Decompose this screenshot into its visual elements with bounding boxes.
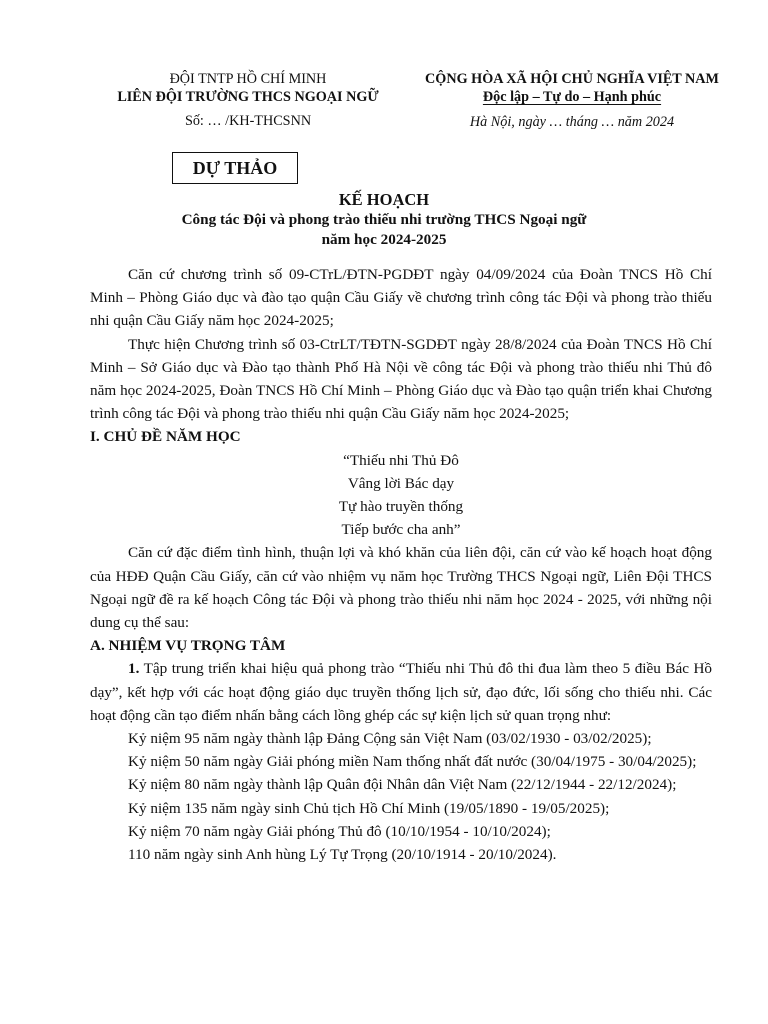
section1-paragraph: Căn cứ đặc điểm tình hình, thuận lợi và khó khăn của liên đội, căn cứ vào kế hoạch hoạt động của HĐĐ Quận Cầu Giấy, căn cứ vào nhiệm vụ năm học Trường THCS Ngoại ngữ, Liên Đội THCS Ngoại ngữ đề ra kế hoạch Công tác Đội và phong trào thiếu nhi năm học 2024 - 2025, với những nội dung cụ thể sau: [90,544,712,632]
intro-paragraph-2: Thực hiện Chương trình số 03-CtrLT/TĐTN-SGDĐT ngày 28/8/2024 của Đoàn TNCS Hồ Chí Minh – Sở Giáo dục và Đào tạo thành Phố Hà Nội về công tác Đội và phong trào thiếu nhi Thủ đô năm học 2024-2025, Đoàn TNCS Hồ Chí Minh – Phòng Giáo dục và Đào tạo quận triển khai Chương trình công tác Đội và phong trào thiếu nhi quận Cầu Giấy năm học 2024-2025; [90,335,712,423]
event-item: Kỷ niệm 50 năm ngày Giải phóng miền Nam thống nhất đất nước (30/04/1975 - 30/04/2025); [128,753,697,771]
org-name-line1: ĐỘI TNTP HỒ CHÍ MINH [169,71,327,87]
draft-stamp: DỰ THẢO [172,152,298,184]
poem-line: Tự hào truyền thống [338,498,464,516]
event-item: Kỷ niệm 80 năm ngày thành lập Quân đội Nhân dân Việt Nam (22/12/1944 - 22/12/2024); [128,776,677,794]
poem-line: Tiếp bước cha anh” [341,521,461,539]
event-item: Kỷ niệm 70 năm ngày Giải phóng Thủ đô (10/10/1954 - 10/10/2024); [128,822,551,840]
task-item-1 [90,657,712,727]
document-title [60,190,708,250]
title-line2: Công tác Đội và phong trào thiếu nhi trường THCS Ngoại ngữ [181,211,587,228]
national-motto: Độc lập – Tự do – Hạnh phúc [482,89,662,105]
org-name-line2: LIÊN ĐỘI TRƯỜNG THCS NGOẠI NGỮ [117,89,379,105]
place-date: Hà Nội, ngày … tháng … năm 2024 [469,114,675,130]
task-item-number: 1. [128,660,140,678]
event-item: Kỷ niệm 135 năm ngày sinh Chủ tịch Hồ Chí Minh (19/05/1890 - 19/05/2025); [128,799,610,817]
national-header [402,70,742,131]
document-body [90,263,712,866]
section-heading-1: I. CHỦ ĐỀ NĂM HỌC [90,428,241,446]
poem-line: Vâng lời Bác dạy [347,474,455,492]
task-item-text: Tập trung triển khai hiệu quả phong trào “Thiếu nhi Thủ đô thi đua làm theo 5 điều Bác Hồ dạy”, kết hợp với các hoạt động giáo dục truyền thống lịch sử, đạo đức, lối sống cho thiếu nhi. Các hoạt động cần tạo điểm nhấn bằng cách lồng ghép các sự kiện lịch sử quan trọng như: [90,660,712,724]
title-line3: năm học 2024-2025 [321,231,447,248]
title-line1: KẾ HOẠCH [338,190,430,209]
event-item: Kỷ niệm 95 năm ngày thành lập Đảng Cộng sản Việt Nam (03/02/1930 - 03/02/2025); [128,730,652,748]
nation-name: CỘNG HÒA XÃ HỘI CHỦ NGHĨA VIỆT NAM [425,71,719,87]
organization-header [98,70,398,130]
section-heading-a: A. NHIỆM VỤ TRỌNG TÂM [90,637,286,655]
poem-line: “Thiếu nhi Thủ Đô [343,451,459,469]
intro-paragraph-1: Căn cứ chương trình số 09-CTrL/ĐTN-PGDĐT ngày 04/09/2024 của Đoàn TNCS Hồ Chí Minh – Phòng Giáo dục và đào tạo quận Cầu Giấy về chương trình công tác Đội và phong trào thiếu nhi quận Cầu Giấy năm học 2024-2025; [90,266,712,330]
document-number: Số: … /KH-THCSNN [184,113,312,129]
event-item: 110 năm ngày sinh Anh hùng Lý Tự Trọng (20/10/1914 - 20/10/2024). [128,846,557,864]
